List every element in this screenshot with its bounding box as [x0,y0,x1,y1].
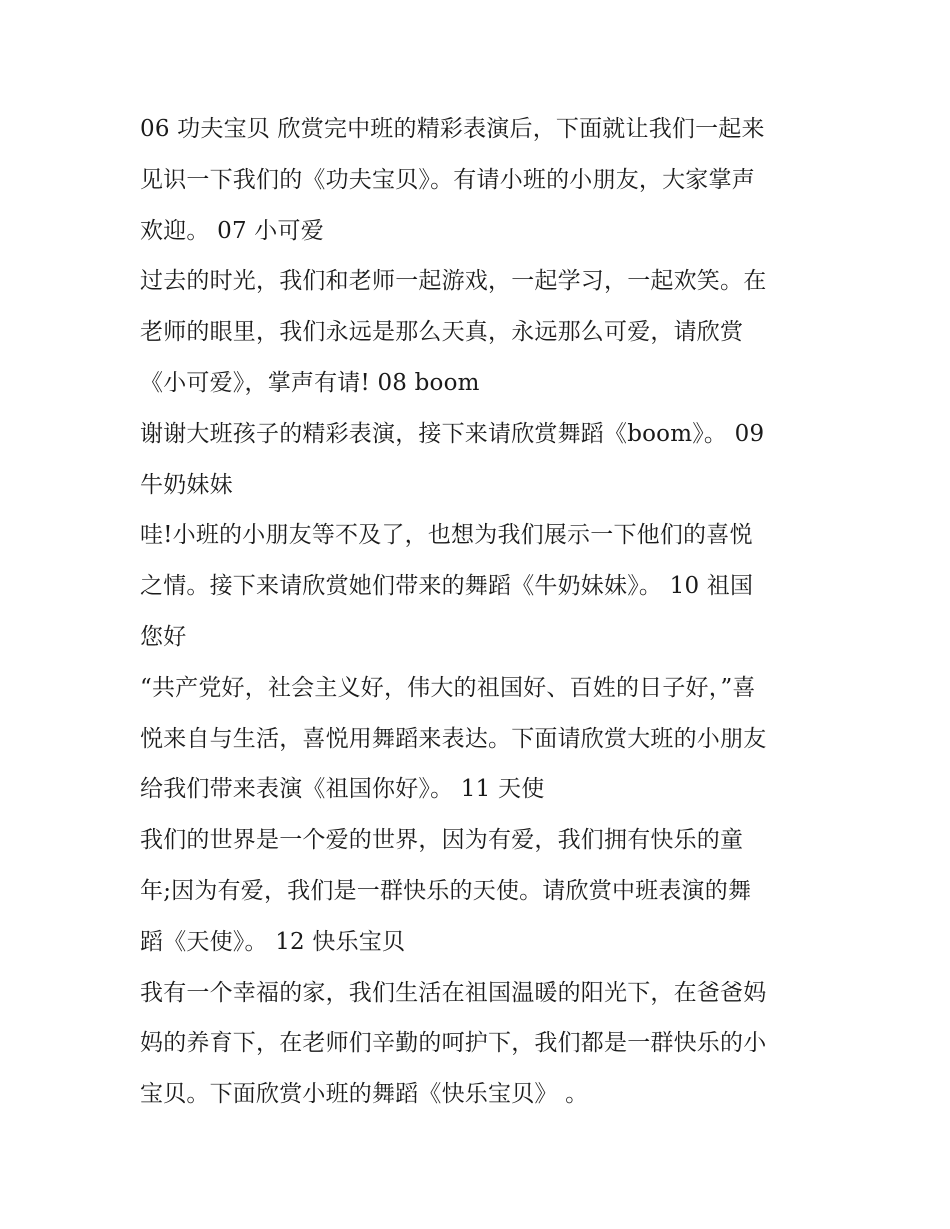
text-line-9: 哇!小班的小朋友等不及了，也想为我们展示一下他们的喜悦 [140,522,753,549]
text-line-1: 06 功夫宝贝 欣赏完中班的精彩表演后，下面就让我们一起来 [140,116,765,142]
text-line-6: 《小可爱》，掌声有请! 08 boom [140,369,480,396]
text-line-19: 妈的养育下，在老师们辛勤的呵护下，我们都是一群快乐的小 [140,1030,767,1057]
text-line-2: 见识一下我们的《功夫宝贝》。有请小班的小朋友，大家掌声 [140,166,755,193]
text-line-15: 我们的世界是一个爱的世界，因为有爱，我们拥有快乐的童 [140,827,744,854]
text-line-7: 谢谢大班孩子的精彩表演，接下来请欣赏舞蹈《boom》。 09 [140,420,765,447]
text-line-5: 老师的眼里，我们永远是那么天真，永远那么可爱，请欣赏 [140,319,744,346]
text-line-16: 年;因为有爱，我们是一群快乐的天使。请欣赏中班表演的舞 [140,877,752,904]
text-line-4: 过去的时光，我们和老师一起游戏，一起学习，一起欢笑。在 [140,268,767,295]
text-line-10: 之情。接下来请欣赏她们带来的舞蹈《牛奶妹妹》。 10 祖国 [140,573,754,600]
document-page [140,104,820,1120]
text-line-12: “共产党好，社会主义好，伟大的祖国好、百姓的日子好，”喜 [140,674,756,701]
text-line-20: 宝贝。下面欣赏小班的舞蹈《快乐宝贝》 。 [140,1081,589,1108]
text-line-11: 您好 [140,623,187,650]
text-line-18: 我有一个幸福的家，我们生活在祖国温暖的阳光下，在爸爸妈 [140,979,767,1006]
text-line-3: 欢迎。 07 小可爱 [140,217,324,244]
text-line-13: 悦来自与生活，喜悦用舞蹈来表达。下面请欣赏大班的小朋友 [140,725,767,752]
text-line-17: 蹈《天使》。 12 快乐宝贝 [140,928,406,955]
text-line-14: 给我们带来表演《祖国你好》。 11 天使 [140,776,545,803]
text-line-8: 牛奶妹妹 [140,471,233,498]
